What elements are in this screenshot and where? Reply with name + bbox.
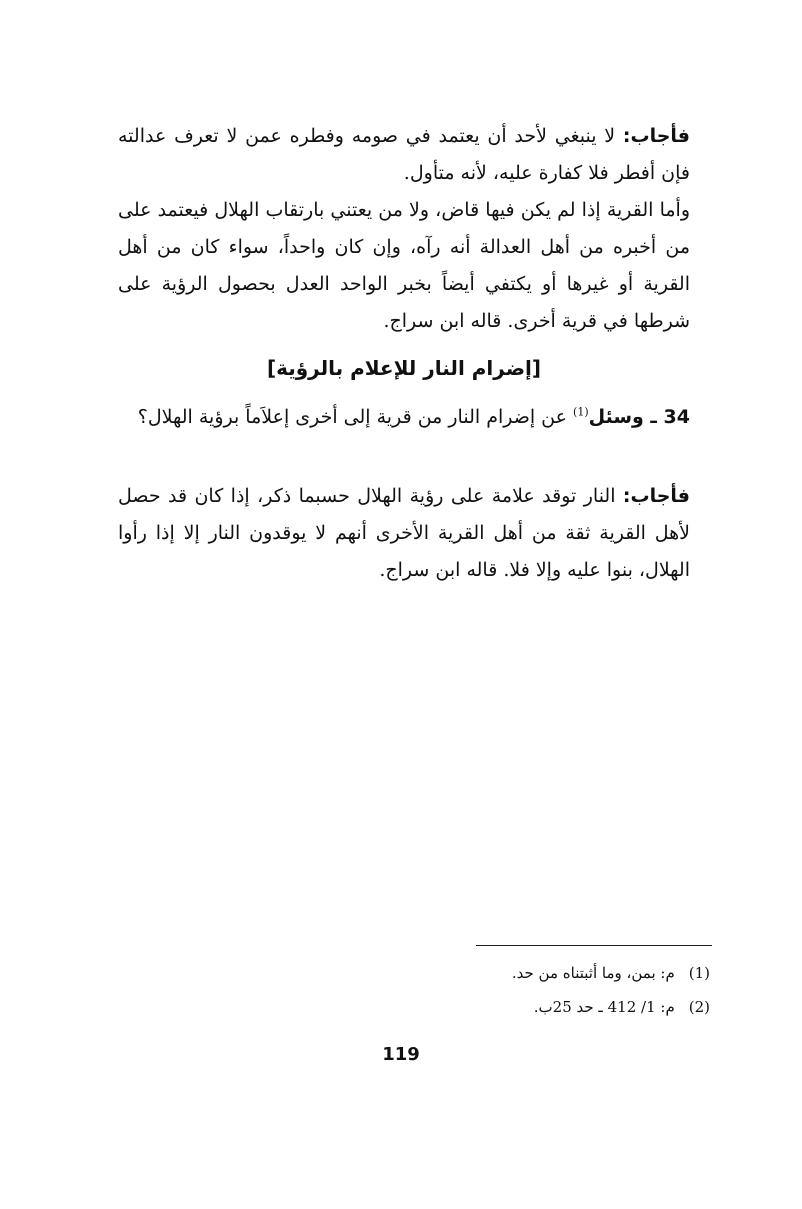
question-lead: 34 ـ وسئل (588, 406, 690, 428)
footnote-text: م: 1/ 412 ـ حد 25ب. (533, 998, 675, 1016)
footnote-number: (2) (688, 998, 710, 1016)
answer-lead: فأجاب: (622, 125, 690, 147)
village-text: وأما القرية إذا لم يكن فيها قاض، ولا من يعتني بارتقاب الهلال فيعتمد على من أخبره من أهل العدالة أنه رآه، وإن كان واحداً، سواء كان من أهل القرية أو غيرها أو يكتفي أيضاً بخبر الواحد العدل بحصول الرؤية على شرطها في قرية أخرى. قاله ابن سراج. (118, 199, 690, 332)
page-number: 119 (382, 1044, 420, 1065)
footnote-text: م: بمن، وما أثبتناه من حد. (511, 964, 675, 982)
paragraph-question (118, 399, 690, 436)
footnotes (410, 956, 710, 1024)
footnote-divider (476, 945, 712, 946)
footnote-item (410, 990, 710, 1024)
paragraph-answer-1 (118, 118, 690, 192)
section-heading: [إضرام النار للإعلام بالرؤية] (266, 356, 542, 380)
question-text: عن إضرام النار من قرية إلى أخرى إعلاَماً برؤية الهلال؟ (137, 406, 574, 428)
paragraph-village (118, 192, 690, 340)
paragraph-answer-2 (118, 478, 690, 589)
answer-text: لا ينبغي لأحد أن يعتمد في صومه وفطره عمن لا تعرف عدالته فإن أفطر فلا كفارة عليه، لأنه متأول. (118, 125, 690, 184)
answer-text-2: النار توقد علامة على رؤية الهلال حسبما ذكر، إذا كان قد حصل لأهل القرية ثقة من أهل القرية الأخرى أنهم لا يوقدون النار إلا إذا رأوا الهلال، بنوا عليه وإلا فلا. قاله ابن سراج. (118, 485, 690, 581)
footnote-marker: (1) (573, 405, 589, 419)
footnote-item (410, 956, 710, 990)
footnote-number: (1) (688, 964, 710, 982)
answer-lead-2: فأجاب: (622, 485, 690, 507)
